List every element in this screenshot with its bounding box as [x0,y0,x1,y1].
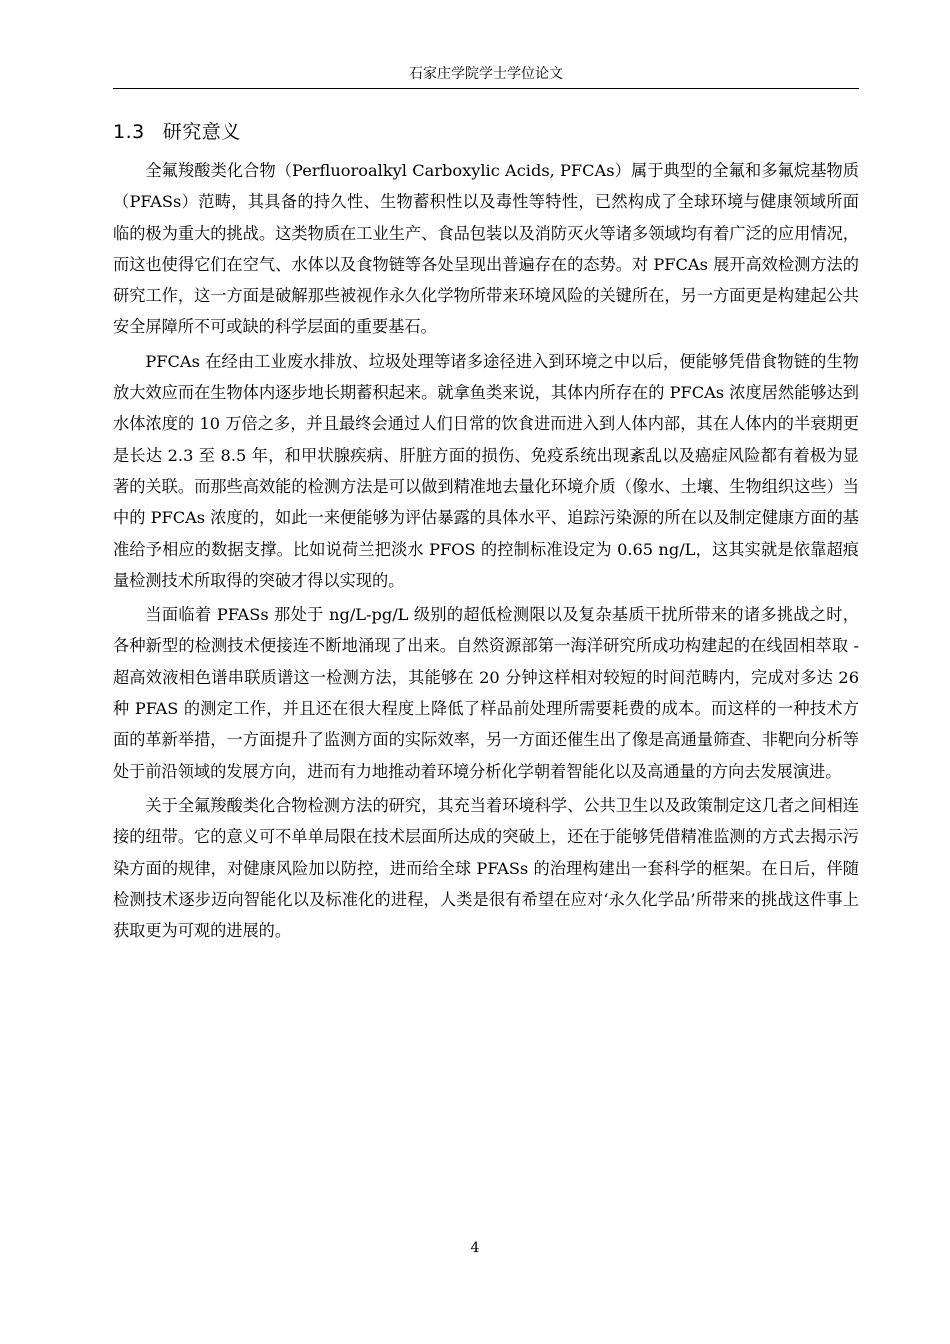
section-number: 1.3 [113,121,145,143]
section-heading [113,118,241,146]
body-text [113,155,859,946]
page-number: 4 [470,1240,480,1256]
running-header: 石家庄学院学士学位论文 [409,66,563,82]
paragraph: 当面临着 PFASs 那处于 ng/L-pg/L 级别的超低检测限以及复杂基质干扰所带来的诸多挑战之时，各种新型的检测技术便接连不断地涌现了出来。自然资源部第一海洋研究所成功构建起的在线固相萃取 - 超高效液相色谱串联质谱这一检测方法，其能够在 20 分钟这样相对较短的时间范畴内，完成对多达 26 种 PFAS 的测定工作，并且还在很大程度上降低了样品前处理所需要耗费的成本。而这样的一种技术方面的革新举措，一方面提升了监测方面的实际效率，另一方面还催生出了像是高通量筛查、非靶向分析等处于前沿领域的发展方向，进而有力地推动着环境分析化学朝着智能化以及高通量的方向去发展演进。 [113,605,859,781]
paragraph: 全氟羧酸类化合物（Perfluoroalkyl Carboxylic Acids, PFCAs）属于典型的全氟和多氟烷基物质（PFASs）范畴，其具备的持久性、生物蓄积性以及毒性等特性，已然构成了全球环境与健康领域所面临的极为重大的挑战。这类物质在工业生产、食品包装以及消防灭火等诸多领域均有着广泛的应用情况，而这也使得它们在空气、水体以及食物链等各处呈现出普遍存在的态势。对 PFCAs 展开高效检测方法的研究工作，这一方面是破解那些被视作永久化学物所带来环境风险的关键所在，另一方面更是构建起公共安全屏障所不可或缺的科学层面的重要基石。 [113,161,859,337]
paragraph: 关于全氟羧酸类化合物检测方法的研究，其充当着环境科学、公共卫生以及政策制定这几者之间相连接的纽带。它的意义可不单单局限在技术层面所达成的突破上，还在于能够凭借精准监测的方式去揭示污染方面的规律，对健康风险加以防控，进而给全球 PFASs 的治理构建出一套科学的框架。在日后，伴随检测技术逐步迈向智能化以及标准化的进程，人类是很有希望在应对‘永久化学品’所带来的挑战这件事上获取更为可观的进展的。 [113,795,859,941]
paragraph: PFCAs 在经由工业废水排放、垃圾处理等诸多途径进入到环境之中以后，便能够凭借食物链的生物放大效应而在生物体内逐步地长期蓄积起来。就拿鱼类来说，其体内所存在的 PFCAs 浓度居然能够达到水体浓度的 10 万倍之多，并且最终会通过人们日常的饮食进而进入到人体内部，其在人体内的半衰期更是长达 2.3 至 8.5 年，和甲状腺疾病、肝脏方面的损伤、免疫系统出现紊乱以及癌症风险都有着极为显著的关联。而那些高效能的检测方法是可以做到精准地去量化环境介质（像水、土壤、生物组织这些）当中的 PFCAs 浓度的，如此一来便能够为评估暴露的具体水平、追踪污染源的所在以及制定健康方面的基准给予相应的数据支撑。比如说荷兰把淡水 PFOS 的控制标准设定为 0.65 ng/L，这其实就是依靠超痕量检测技术所取得的突破才得以实现的。 [113,351,859,590]
header-divider [113,88,859,89]
section-title: 研究意义 [162,121,241,143]
